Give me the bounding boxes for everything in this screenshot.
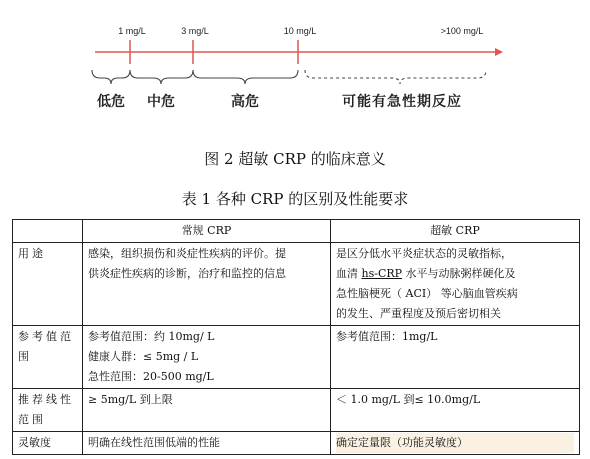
table-row-usage <box>13 243 580 326</box>
cell-line: 参考值范围：约 10mg/ L <box>88 330 215 343</box>
crp-risk-scale-figure <box>0 0 590 140</box>
cell-line: 急性脑梗死（ ACI） 等心脑血管疾病 <box>336 287 518 300</box>
header-cell-conventional-crp: 常规 CRP <box>83 220 331 243</box>
cell-usage-conventional <box>83 243 331 326</box>
cell-line: ≥ 5mg/L 到上限 <box>88 393 173 406</box>
cell-line: 供炎症性疾病的诊断，治疗和监控的信息 <box>88 267 286 280</box>
cell-linear-conventional <box>83 389 331 432</box>
header-cell-empty <box>13 220 83 243</box>
cell-text: 水平与动脉粥样硬化及 <box>402 267 516 280</box>
table-row-reference-range <box>13 326 580 389</box>
brace-acute-phase <box>305 70 486 84</box>
brace-low-risk <box>92 70 130 84</box>
table-header-row <box>13 220 580 243</box>
cell-line: 参考值范围：1mg/L <box>336 330 438 343</box>
crp-comparison-table <box>12 219 580 455</box>
row-label-usage <box>13 243 83 326</box>
tick-label-10mg: 10 mg/L <box>283 26 317 36</box>
tick-label-1mg: 1 mg/L <box>118 26 146 36</box>
row-label-sensitivity <box>13 432 83 455</box>
row-label-reference-range-text: 参考值范围 <box>18 330 74 363</box>
header-cell-hs-crp: 超敏 CRP <box>331 220 580 243</box>
zone-label-acute-phase: 可能有急性期反应 <box>342 94 462 110</box>
cell-line: 健康人群：≤ 5mg / L <box>88 350 199 363</box>
figure-caption: 图 2 超敏 CRP 的临床意义 <box>204 150 386 168</box>
cell-line: 急性范围：20-500 mg/L <box>88 370 214 383</box>
row-label-linear-range <box>13 389 83 432</box>
cell-line-with-underline <box>336 264 574 284</box>
cell-line: ＜ 1.0 mg/L 到≤ 10.0mg/L <box>336 393 481 406</box>
cell-usage-hs <box>331 243 580 326</box>
row-label-sensitivity-text: 灵敏度 <box>18 436 51 449</box>
cell-line: 感染，组织损伤和炎症性疾病的评价。提 <box>88 247 286 260</box>
zone-label-mid-risk: 中危 <box>147 94 175 110</box>
cell-line: 是区分低水平炎症状态的灵敏指标， <box>336 247 512 260</box>
table-caption: 表 1 各种 CRP 的区别及性能要求 <box>181 190 409 208</box>
brace-high-risk <box>193 70 298 84</box>
zone-label-low-risk: 低危 <box>97 94 125 110</box>
cell-sensitivity-hs <box>331 432 580 455</box>
cell-text: 血清 <box>336 267 362 280</box>
cell-reference-conventional <box>83 326 331 389</box>
table-row-sensitivity <box>13 432 580 455</box>
tick-label-3mg: 3 mg/L <box>181 26 209 36</box>
cell-linear-hs <box>331 389 580 432</box>
hs-crp-underlined: hs-CRP <box>361 267 403 280</box>
row-label-reference-range <box>13 326 83 389</box>
cell-line-highlighted: 确定定量限（功能灵敏度） <box>336 433 574 453</box>
cell-line: 明确在线性范围低端的性能 <box>88 436 220 449</box>
row-label-usage-text: 用途 <box>18 247 46 260</box>
row-label-linear-range-text: 推荐线性范围 <box>18 393 74 426</box>
cell-sensitivity-conventional <box>83 432 331 455</box>
brace-mid-risk <box>130 70 193 84</box>
cell-line: 的发生、严重程度及预后密切相关 <box>336 307 501 320</box>
table-row-linear-range <box>13 389 580 432</box>
scale-arrow-head <box>495 48 503 56</box>
tick-label-100mg: >100 mg/L <box>440 26 484 36</box>
cell-reference-hs <box>331 326 580 389</box>
zone-label-high-risk: 高危 <box>231 94 259 110</box>
